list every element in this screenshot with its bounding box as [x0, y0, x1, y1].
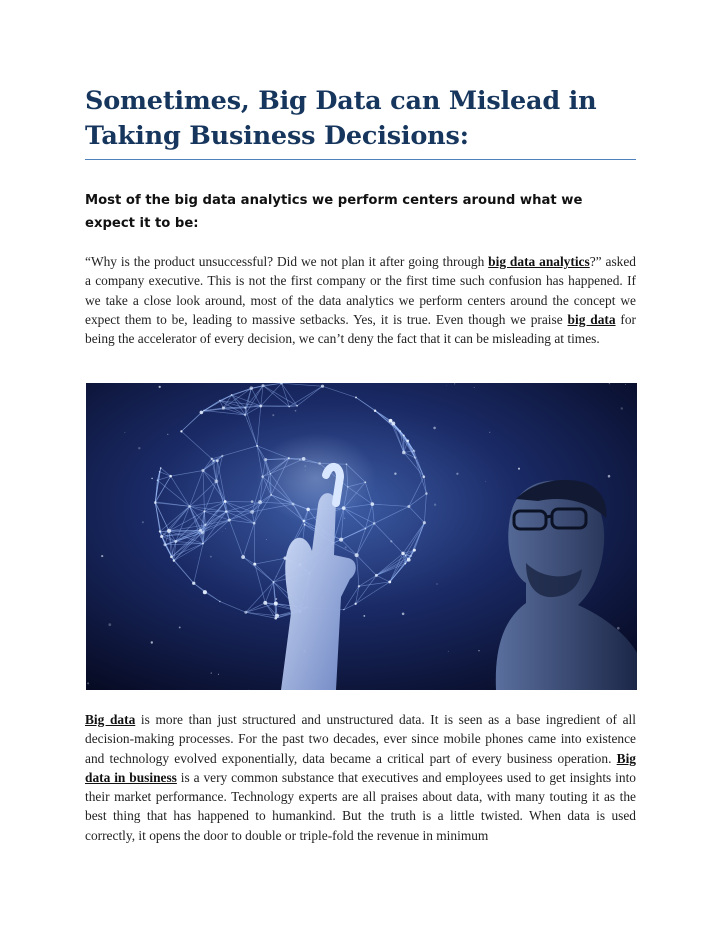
intro-text-3: for being the accelerator of every decision, we can’t deny the fact that it can be misleading at times. — [85, 311, 637, 347]
big-data-illustration — [86, 383, 637, 690]
hero-image — [86, 383, 637, 690]
section-subheading: Most of the big data analytics we perform centers around what we expect it to be: — [85, 193, 583, 231]
page-title: Sometimes, Big Data can Mislead in Taking Business Decisions: — [85, 86, 597, 151]
body-text-2: is a very common substance that executives and employees used to get insights into their market performance. Technology experts are all praises about data, with many touting it as the best thing that has happened to humankind. But the truth is a little twisted. When data is used correctly, it opens the door to double or triple-fold the revenue in minimum — [85, 769, 636, 843]
intro-text-1: “Why is the product unsuccessful? Did we not plan it after going through — [85, 254, 489, 269]
intro-text-2: ?” asked a company executive. This is not the first company or the first time such confusion has happened. If we take a close look around, most of the data analytics we perform centers around the concept we expect them to be, leading to massive setbacks. Yes, it is true. Even though we praise — [85, 254, 636, 327]
title-divider — [85, 159, 636, 160]
body-paragraph — [85, 710, 636, 845]
intro-paragraph — [85, 252, 636, 348]
link-big-data-analytics[interactable]: big data analytics — [488, 254, 590, 269]
link-big-data-2[interactable]: Big data — [85, 712, 136, 727]
link-big-data[interactable]: big data — [567, 311, 616, 327]
body-text-1: is more than just structured and unstructured data. It is seen as a base ingredient of all decision-making processes. For the past two decades, ever since mobile phones came into existence and technology evolved exponentially, data became a critical part of every business operation. — [85, 712, 636, 766]
link-big-data-in-business[interactable]: Big data in business — [85, 750, 636, 785]
